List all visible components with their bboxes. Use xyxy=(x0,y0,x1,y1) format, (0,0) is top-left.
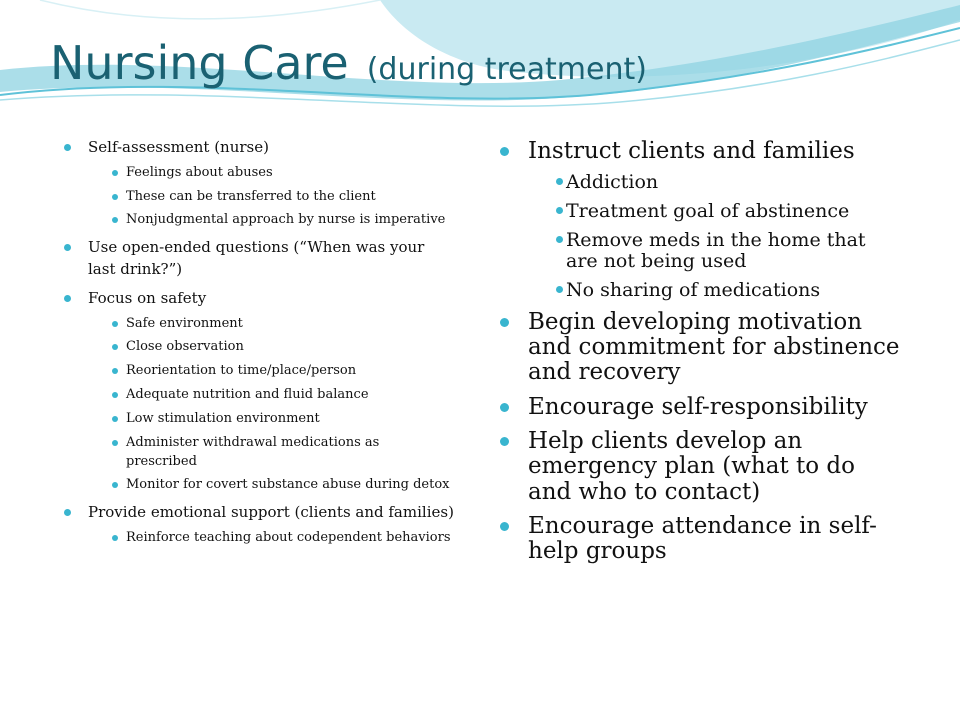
list-item: Remove meds in the home that are not being used xyxy=(528,230,900,272)
list-item: Self-assessment (nurse) Feelings about abuses These can be transferred to the client Nonjudgmental approach by nurse is imperative xyxy=(64,137,454,230)
list-item: Administer withdrawal medications as prescribed xyxy=(88,434,454,472)
list-item: Feelings about abuses xyxy=(88,164,454,183)
list-item: Reorientation to time/place/person xyxy=(88,362,454,381)
sub-bullet-list xyxy=(64,315,454,496)
right-bullet-list xyxy=(500,139,900,564)
right-column xyxy=(500,130,900,564)
sub-bullet-list xyxy=(64,529,454,548)
list-item: Low stimulation environment xyxy=(88,410,454,429)
slide-title xyxy=(50,38,647,89)
list-item: Begin developing motivation and commitment for abstinence and recovery xyxy=(500,310,900,386)
list-item: Help clients develop an emergency plan (what to do and who to contact) xyxy=(500,429,900,505)
list-item: Focus on safety Safe environment Close observation Reorientation to time/place/person Adequate nutrition and fluid balance Low stimulation environment Administer withdrawal medications as prescribed Monitor for covert substance abuse during detox xyxy=(64,288,454,496)
slide-title-main: Nursing Care xyxy=(50,36,349,90)
left-bullet-list xyxy=(64,137,454,548)
list-item: Encourage attendance in self-help groups xyxy=(500,514,900,565)
list-item: Reinforce teaching about codependent behaviors xyxy=(88,529,454,548)
list-item: Use open-ended questions (“When was your last drink?”) xyxy=(64,237,454,281)
list-item: Monitor for covert substance abuse during detox xyxy=(88,476,454,495)
sub-bullet-list xyxy=(64,164,454,231)
list-item: Provide emotional support (clients and families) Reinforce teaching about codependent behaviors xyxy=(64,502,454,548)
list-item: Instruct clients and families Addiction Treatment goal of abstinence Remove meds in the home that are not being used No sharing of medications xyxy=(500,139,900,301)
list-item: These can be transferred to the client xyxy=(88,188,454,207)
list-item: Safe environment xyxy=(88,315,454,334)
sub-bullet-list xyxy=(500,172,900,300)
list-item: Nonjudgmental approach by nurse is imperative xyxy=(88,211,454,230)
list-item: No sharing of medications xyxy=(528,280,900,301)
left-column xyxy=(64,130,454,548)
list-item: Close observation xyxy=(88,338,454,357)
list-item: Encourage self-responsibility xyxy=(500,395,900,420)
list-item: Addiction xyxy=(528,172,900,193)
list-item: Adequate nutrition and fluid balance xyxy=(88,386,454,405)
list-item: Treatment goal of abstinence xyxy=(528,201,900,222)
slide-title-subtitle: (during treatment) xyxy=(366,52,647,87)
